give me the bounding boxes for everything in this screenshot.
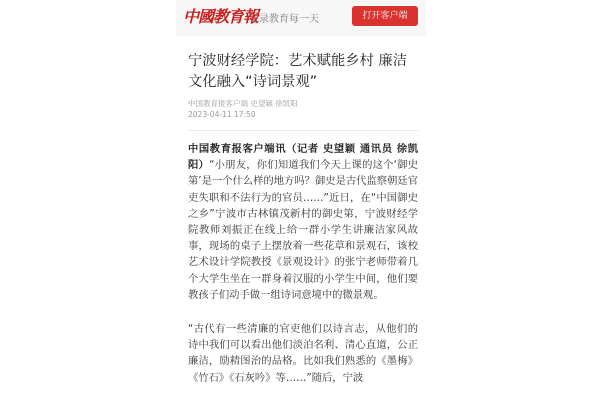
article-paragraph-1 (188, 141, 418, 303)
article-title: 宁波财经学院：艺术赋能乡村 廉洁文化融入“诗词景观” (188, 53, 407, 90)
open-app-button[interactable]: 打开客户端 (352, 6, 418, 26)
meta-divider (188, 130, 418, 131)
mobile-article-page (176, 0, 426, 400)
article-content (188, 36, 418, 386)
article-paragraph-2: “古代有一些清廉的官吏他们以诗言志，从他们的诗中我们可以看出他们淡泊名利、清心直道，公正廉洁，励精图治的品格。比如我们熟悉的《墨梅》《竹石》《石灰吟》等……”随后，宁波 (188, 323, 418, 384)
newspaper-logo[interactable]: 中國教育報 (183, 7, 259, 26)
article-source: 中国教育报客户端 史望颖 徐凯阳 (188, 99, 298, 108)
article-datetime: 2023-04-11 17:50 (188, 110, 256, 119)
article-lead: 中国教育报客户端讯（记者 史望颖 通讯员 徐凯阳） (188, 143, 418, 172)
top-bar (176, 0, 426, 36)
article-paragraph-1-text: “小朋友，你们知道我们今天上课的这个‘御史第’是一个什么样的地方吗？御史是古代监察朝廷官吏失职和不法行为的官员……”近日，在“中国御史之乡”宁波市古林镇茂新村的御史第，宁波财经学院教师刘振正在线上给一群小学生讲廉洁家风故事，现场的桌子上摆放着一些花草和景观石，该校艺术设计学院教授《景观设计》的张宁老师带着几个大学生坐在一群身着汉服的小学生中间，他们要教孩子们动手做一组诗词意境中的微景观。 (188, 159, 418, 301)
header-slogan: 记录教育每一天 (249, 14, 319, 25)
article-meta (188, 98, 418, 120)
